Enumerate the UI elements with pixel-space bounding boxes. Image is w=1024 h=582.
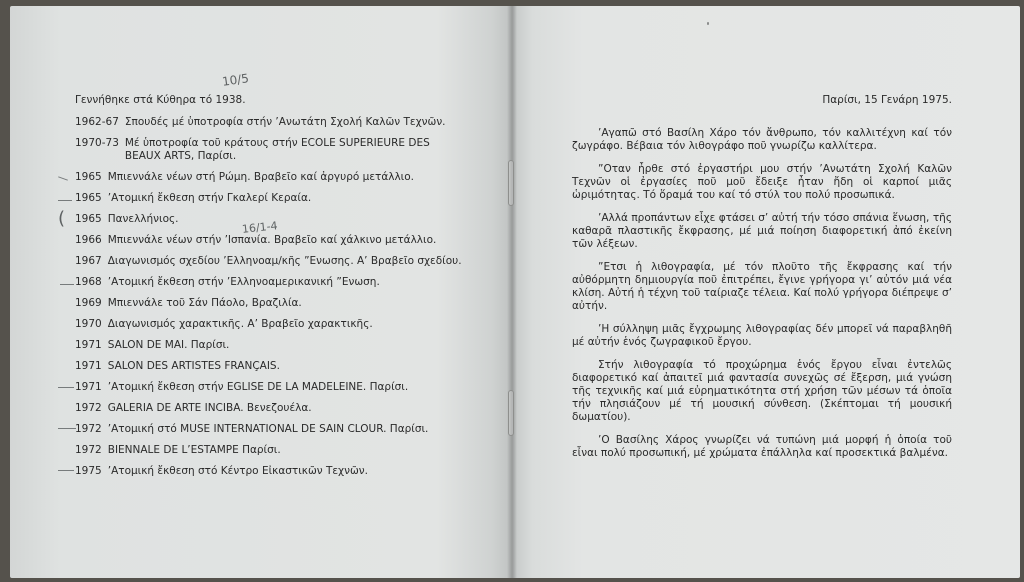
entry-text: ’Ατομική στό MUSE INTERNATIONAL DE SAIN CLOUR. Παρίσι.: [107, 423, 429, 435]
entry-text: Μπιεννάλε τοῦ Σάν Πάολο, Βραζιλία.: [107, 297, 302, 309]
entry-text: Διαγωνισμός χαρακτικῆς. Α’ Βραβεῖο χαρακτικῆς.: [107, 318, 373, 330]
entry-year: 1965: [75, 171, 102, 183]
entry-year: 1972: [75, 423, 102, 435]
timeline-entry: [75, 423, 465, 436]
entry-year: 1962-67: [75, 116, 119, 128]
entry-text: SALON DE MAI. Παρίσι.: [107, 339, 230, 351]
binding-gutter: [507, 6, 517, 578]
entry-year: 1965: [75, 192, 102, 204]
pencil-mark: [60, 284, 74, 285]
entry-text: ’Ατομική ἔκθεση στήν Γκαλερί Κεραία.: [107, 192, 312, 204]
entry-year: 1971: [75, 339, 102, 351]
biography-intro: Γεννήθηκε στά Κύθηρα τό 1938.: [75, 94, 246, 106]
handwritten-note-top: 10/5: [221, 71, 250, 89]
entry-text: Σπουδές μέ ὑποτροφία στήν ’Ανωτάτη Σχολή Καλῶν Τεχνῶν.: [124, 116, 446, 128]
entry-text: GALERIA DE ARTE INCIBA. Βενεζουέλα.: [107, 402, 312, 414]
entry-text: Διαγωνισμός σχεδίου ’Ελληνοαμ/κῆς ”Ενωσης. Α’ Βραβεῖο σχεδίου.: [107, 255, 462, 267]
timeline-entry: [75, 444, 465, 457]
preface-paragraph: ’Η σύλληψη μιᾶς ἔγχρωμης λιθογραφίας δέν μπορεῖ νά παραβληθῆ μέ αὐτήν ἑνός ζωγραφικοῦ ἔργου.: [572, 323, 952, 348]
entry-year: 1970: [75, 318, 102, 330]
entry-year: 1972: [75, 444, 102, 456]
paper-speck: [707, 22, 709, 25]
entry-year: 1968: [75, 276, 102, 288]
entry-year: 1965: [75, 213, 102, 225]
entry-text: ’Ατομική ἔκθεση στό Κέντρο Εἰκαστικῶν Τεχνῶν.: [107, 465, 368, 477]
timeline-entry: [75, 234, 465, 247]
entry-year: 1971: [75, 381, 102, 393]
entry-year: 1970-73: [75, 137, 119, 149]
entry-year: 1975: [75, 465, 102, 477]
preface-paragraph: ’Ο Βασίλης Χάρος γνωρίζει νά τυπώνη μιά μορφή ἡ ὁποία τοῦ εἶναι πολύ προσωπική, μέ χρώματα ἐπάλληλα καί προσεκτικά βαλμένα.: [572, 434, 952, 459]
entry-text: Μέ ὑποτροφία τοῦ κράτους στήν ECOLE SUPERIEURE DES BEAUX ARTS, Παρίσι.: [124, 137, 430, 162]
timeline-entry: [75, 402, 465, 415]
preface-paragraph: ”Ετσι ἡ λιθογραφία, μέ τόν πλοῦτο τῆς ἔκφρασης καί τήν αὐθόρμητη δημιουργία ποῦ ἐπιτρέπει, ἔγινε γρήγορα γι’ αὐτόν μιά νέα κλίση. Αὐτή ἡ τέχνη τοῦ ταίριαζε τέλεια. Καί πολύ γρήγορα διέπρεψε σ’ αὐτήν.: [572, 261, 952, 312]
entry-year: 1969: [75, 297, 102, 309]
pencil-mark: [58, 387, 74, 388]
entry-text: BIENNALE DE L’ESTAMPE Παρίσι.: [107, 444, 281, 456]
preface-paragraph: ”Οταν ἦρθε στό ἐργαστήρι μου στήν ’Ανωτάτη Σχολή Καλῶν Τεχνῶν οἱ ἐργασίες ποῦ μοῦ ἔδειξε ἦταν ἤδη οἱ καρποί μιᾶς ὡριμότητας. Τό ὅραμά του καί τό στύλ του πολύ προσωπικά.: [572, 163, 952, 201]
timeline-entry: [75, 116, 465, 129]
entry-year: 1971: [75, 360, 102, 372]
preface-column: [572, 94, 952, 470]
entry-text: Μπιεννάλε νέων στήν ’Ισπανία. Βραβεῖο καί χάλκινο μετάλλιο.: [107, 234, 437, 246]
preface-paragraph: Στήν λιθογραφία τό προχώρημα ἑνός ἔργου εἶναι ἐντελῶς διαφορετικό καί ἀπαιτεῖ μιά φαντασία συνεχῶς σέ ἔξερση, μιά γνώση τῆς τεχνικῆς καί μιά εὐρηματικότητα στή χρήση τῶν μέσων τά ὁποῖα τήν πλησιάζουν μέ τή μουσική σύνθεση. (Σκέπτομαι τή μουσική δωματίου).: [572, 359, 952, 423]
pencil-bracket: (: [58, 208, 66, 229]
timeline-entry: [75, 213, 465, 226]
timeline-entry: [75, 318, 465, 331]
timeline-entry: [75, 171, 465, 184]
entry-text: ’Ατομική ἔκθεση στήν ’Ελληνοαμερικανική ”Ενωση.: [107, 276, 380, 288]
pencil-mark: [58, 428, 76, 429]
pencil-mark: [58, 200, 72, 201]
timeline-entry: [75, 339, 465, 352]
timeline-entry: [75, 255, 465, 268]
entry-year: 1972: [75, 402, 102, 414]
dateline: Παρίσι, 15 Γενάρη 1975.: [822, 94, 952, 106]
pencil-mark: [58, 470, 74, 471]
staple-top: [508, 160, 514, 206]
timeline-entry: [75, 276, 465, 289]
entry-text: ’Ατομική ἔκθεση στήν EGLISE DE LA MADELEINE. Παρίσι.: [107, 381, 409, 393]
timeline-entry: [75, 381, 465, 394]
entry-year: 1967: [75, 255, 102, 267]
staple-bottom: [508, 390, 514, 436]
preface-paragraph: ’Αγαπῶ στό Βασίλη Χάρο τόν ἄνθρωπο, τόν καλλιτέχνη καί τόν ζωγράφο. Βέβαια τόν λιθογράφο ποῦ γνωρίζω καλλίτερα.: [572, 127, 952, 152]
timeline-entry: [75, 192, 465, 205]
timeline-entry: [75, 360, 465, 373]
timeline-entry: [75, 137, 465, 163]
entry-text: Πανελλήνιος.: [107, 213, 179, 225]
handwritten-note-middle: 16/1-4: [241, 219, 279, 236]
entry-year: 1966: [75, 234, 102, 246]
timeline-entry: [75, 297, 465, 310]
entry-text: Μπιεννάλε νέων στή Ρώμη. Βραβεῖο καί ἀργυρό μετάλλιο.: [107, 171, 414, 183]
biography-column: [75, 94, 465, 486]
preface-paragraph: ’Αλλά προπάντων εἶχε φτάσει σ’ αὐτή τήν τόσο σπάνια ἕνωση, τῆς καθαρᾶ πλαστικῆς ἔκφρασης, μέ μιά ποίηση διαφορετική ἀπό ἐκείνη τῶν λέξεων.: [572, 212, 952, 250]
entry-text: SALON DES ARTISTES FRANÇAIS.: [107, 360, 280, 372]
timeline-entry: [75, 465, 465, 478]
